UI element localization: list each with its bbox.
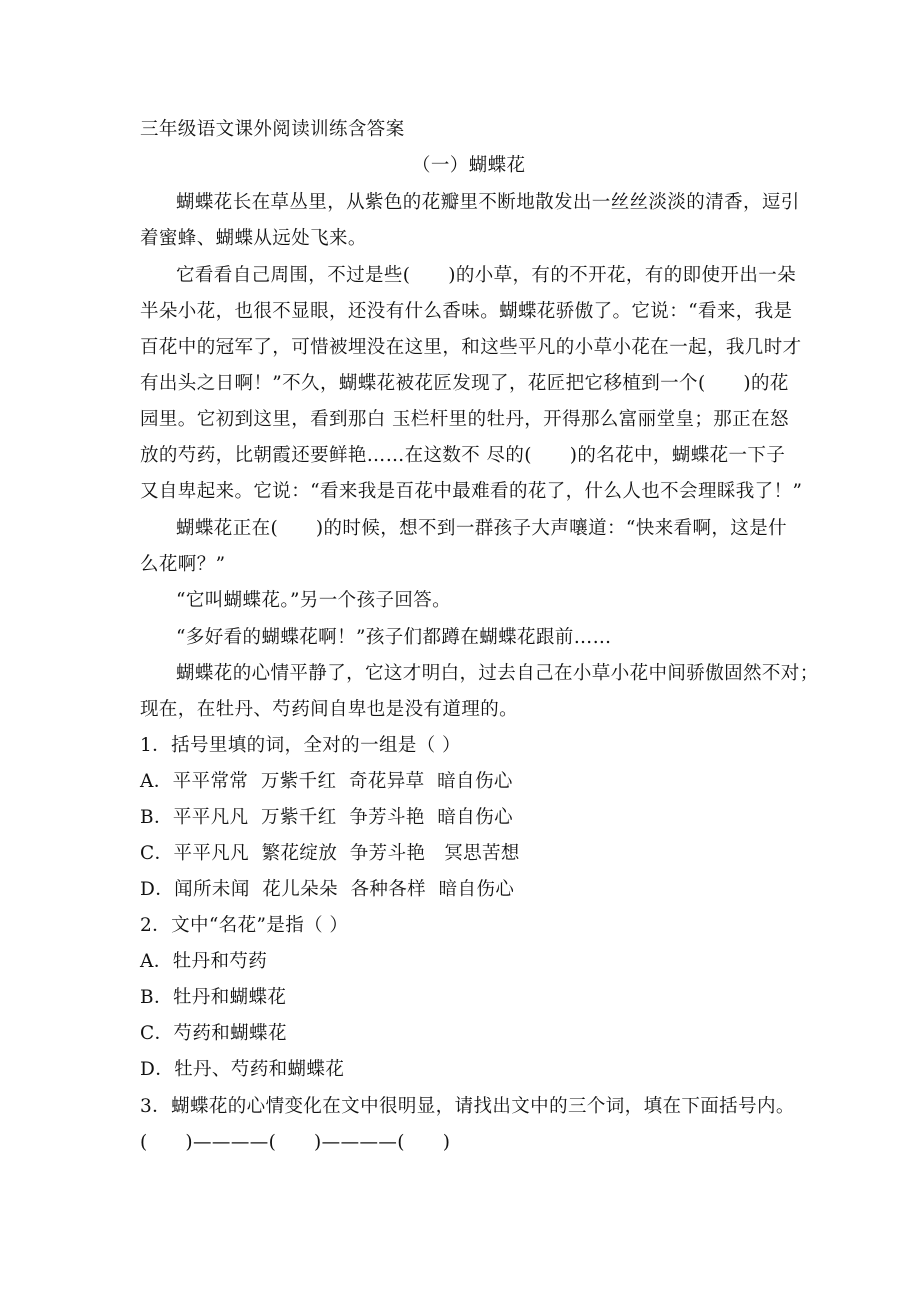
passage-line: 蝴蝶花长在草丛里，从紫色的花瓣里不断地散发出一丝丝淡淡的清香，逗引	[176, 192, 800, 213]
passage-line: 有出头之日啊！”不久，蝴蝶花被花匠发现了，花匠把它移植到一个( )的花	[140, 373, 789, 394]
passage-line: 现在，在牡丹、芍药间自卑也是没有道理的。	[140, 699, 519, 720]
passage-line: 园里。它初到这里，看到那白 玉栏杆里的牡丹，开得那么富丽堂皇；那正在怒	[140, 409, 789, 430]
question-2-option-d: D．牡丹、芍药和蝴蝶花	[140, 1059, 345, 1080]
question-2-option-b: B．牡丹和蝴蝶花	[140, 987, 287, 1008]
passage-line: 又自卑起来。它说：“看来我是百花中最难看的花了，什么人也不会理睬我了！”	[140, 481, 803, 502]
document-title: 三年级语文课外阅读训练含答案	[140, 119, 405, 140]
passage-line: 着蜜蜂、蝴蝶从远处飞来。	[140, 228, 367, 249]
passage-line: 么花啊？”	[140, 554, 226, 575]
passage-line: 蝴蝶花正在( )的时候，想不到一群孩子大声嚷道：“快来看啊，这是什	[176, 518, 787, 539]
section-title: （一）蝴蝶花	[412, 155, 526, 176]
question-2: 2．文中“名花”是指（ ）	[140, 915, 349, 936]
question-1: 1．括号里填的词，全对的一组是（ ）	[140, 735, 461, 756]
passage-line: 半朵小花，也很不显眼，还没有什么香味。蝴蝶花骄傲了。它说：“看来，我是	[140, 301, 793, 322]
passage-line: 放的芍药，比朝霞还要鲜艳……在这数不 尽的( )的名花中，蝴蝶花一下子	[140, 445, 786, 466]
question-2-option-a: A．牡丹和芍药	[140, 951, 268, 972]
passage-line: “多好看的蝴蝶花啊！”孩子们都蹲在蝴蝶花跟前……	[176, 627, 612, 648]
question-2-option-c: C．芍药和蝴蝶花	[140, 1023, 287, 1044]
passage-line: 百花中的冠军了，可惜被埋没在这里，和这些平凡的小草小花在一起，我几时才	[140, 337, 802, 358]
passage-line: 蝴蝶花的心情平静了，它这才明白，过去自己在小草小花中间骄傲固然不对；	[176, 663, 819, 684]
question-3: 3．蝴蝶花的心情变化在文中很明显，请找出文中的三个词，填在下面括号内。	[140, 1096, 795, 1117]
passage-line: 它看看自己周围，不过是些( )的小草，有的不开花，有的即使开出一朵	[176, 265, 797, 286]
question-3-answer-blanks: ( )————( )————( )	[140, 1132, 451, 1153]
question-1-option-b: B．平平凡凡 万紫千红 争芳斗艳 暗自伤心	[140, 807, 513, 828]
question-1-option-a: A．平平常常 万紫千红 奇花异草 暗自伤心	[140, 771, 513, 792]
passage-line: “它叫蝴蝶花。”另一个孩子回答。	[176, 590, 452, 611]
question-1-option-d: D．闻所未闻 花儿朵朵 各种各样 暗自伤心	[140, 879, 515, 900]
question-1-option-c: C．平平凡凡 繁花绽放 争芳斗艳 冥思苦想	[140, 843, 520, 864]
